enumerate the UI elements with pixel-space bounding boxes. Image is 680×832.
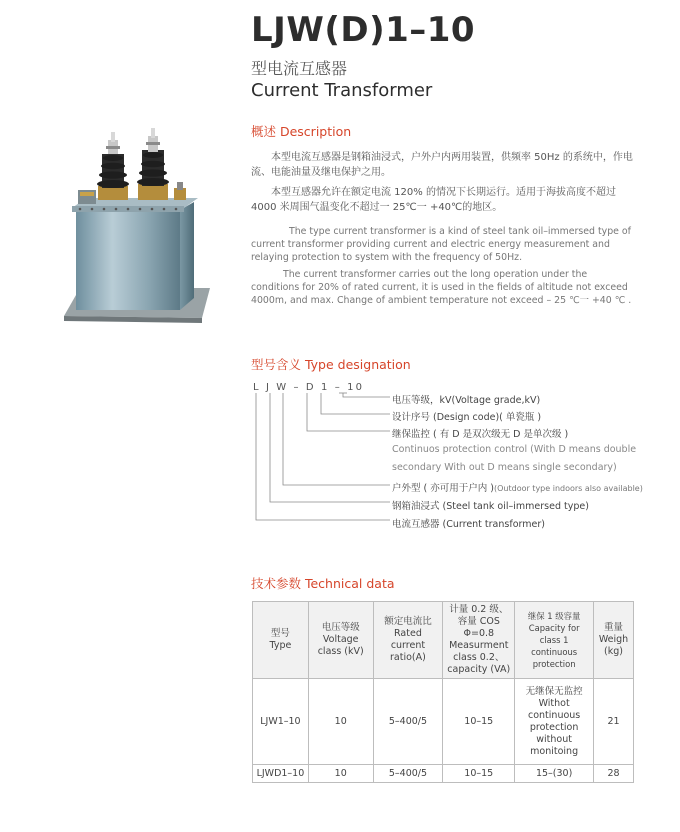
col-voltage-header: 电压等级 Voltage class (kV) — [308, 602, 373, 679]
table-row — [253, 765, 634, 783]
subtitle-cn: 型电流互感器 — [251, 59, 348, 78]
cell-ratio: 5–400/5 — [373, 765, 443, 783]
cell-ratio: 5–400/5 — [373, 679, 443, 765]
designation-outdoor-cn: 户外型 ( 亦可用于户内 ) — [392, 483, 494, 494]
col-capacity-header: 计量 0.2 级、容量 COS Φ=0.8 Measurment class 0.2、capacity (VA) — [443, 602, 515, 679]
cell-protection: 15–(30) — [515, 765, 594, 783]
col-protection-header: 继保 1 级容量 Capacity for class 1 continuous protection — [515, 602, 594, 679]
designation-protection-en-2: secondary With out D means single secondary) — [392, 462, 617, 473]
table-header-row — [253, 602, 634, 679]
col-ratio-header: 额定电流比 Rated current ratio(A) — [373, 602, 443, 679]
designation-voltage-grade: 电压等级，kV(Voltage grade,kV) — [392, 395, 541, 406]
designation-bracket-lines — [250, 392, 395, 526]
designation-protection-en-1: Continuos protection control (With D means double — [392, 444, 637, 455]
designation-heading: 型号含义 Type designation — [251, 357, 411, 372]
designation-protection-cn: 继保监控 ( 有 D 是双次级无 D 是单次级 ) — [392, 429, 569, 440]
designation-steel-tank: 钢箱油浸式 (Steel tank oil–immersed type) — [392, 501, 589, 512]
cell-capacity: 10–15 — [443, 679, 515, 765]
description-paragraph-en-2: The current transformer carries out the long operation under the conditions for 20% of rated current, it is used in the fields of altitude not exceed 4000m, and max. Change of ambient temperature not exceed – 25 ℃一 +40 ℃ . — [251, 269, 632, 306]
technical-data-table — [252, 601, 634, 783]
cell-weight: 21 — [594, 679, 634, 765]
cell-type: LJW1–10 — [253, 679, 309, 765]
cell-type: LJWD1–10 — [253, 765, 309, 783]
designation-outdoor-en: (Outdoor type indoors also available) — [493, 484, 643, 493]
subtitle-en: Current Transformer — [251, 80, 433, 101]
designation-design-code: 设计序号 (Design code)( 单瓷瓶 ) — [392, 412, 542, 423]
description-heading: 概述 Description — [251, 124, 352, 139]
cell-protection: 无继保无监控 Withot continuous protection without monitoing — [515, 679, 594, 765]
designation-code: L J W – D 1 – 10 — [253, 382, 365, 393]
designation-current-transformer: 电流互感器 (Current transformer) — [392, 519, 545, 530]
cell-weight: 28 — [594, 765, 634, 783]
description-paragraph-cn-1: 本型电流互感器是钢箱油浸式，户外户内两用装置，供频率 50Hz 的系统中，作电流、电能油量及继电保护之用。 — [251, 152, 633, 178]
col-type-header: 型号 Type — [253, 602, 309, 679]
technical-heading: 技术参数 Technical data — [251, 576, 395, 591]
table-row — [253, 679, 634, 765]
cell-capacity: 10–15 — [443, 765, 515, 783]
description-paragraph-en-1: The type current transformer is a kind of steel tank oil–immersed type of current transformer providing current and electric energy measurement and relaying protection to system with the frequency of 50Hz. — [251, 226, 631, 263]
product-photo — [62, 128, 212, 328]
col-weight-header: 重量 Weigh (kg) — [594, 602, 634, 679]
cell-voltage: 10 — [308, 679, 373, 765]
description-paragraph-cn-2: 本型互感器允许在额定电流 120% 的情况下长期运行。适用于海拔高度不超过 4000 米周围气温变化不超过一 25℃一 +40℃的地区。 — [251, 187, 616, 213]
model-title: LJW(D)1–10 — [251, 10, 476, 50]
cell-voltage: 10 — [308, 765, 373, 783]
designation-outdoor-type — [392, 480, 643, 494]
